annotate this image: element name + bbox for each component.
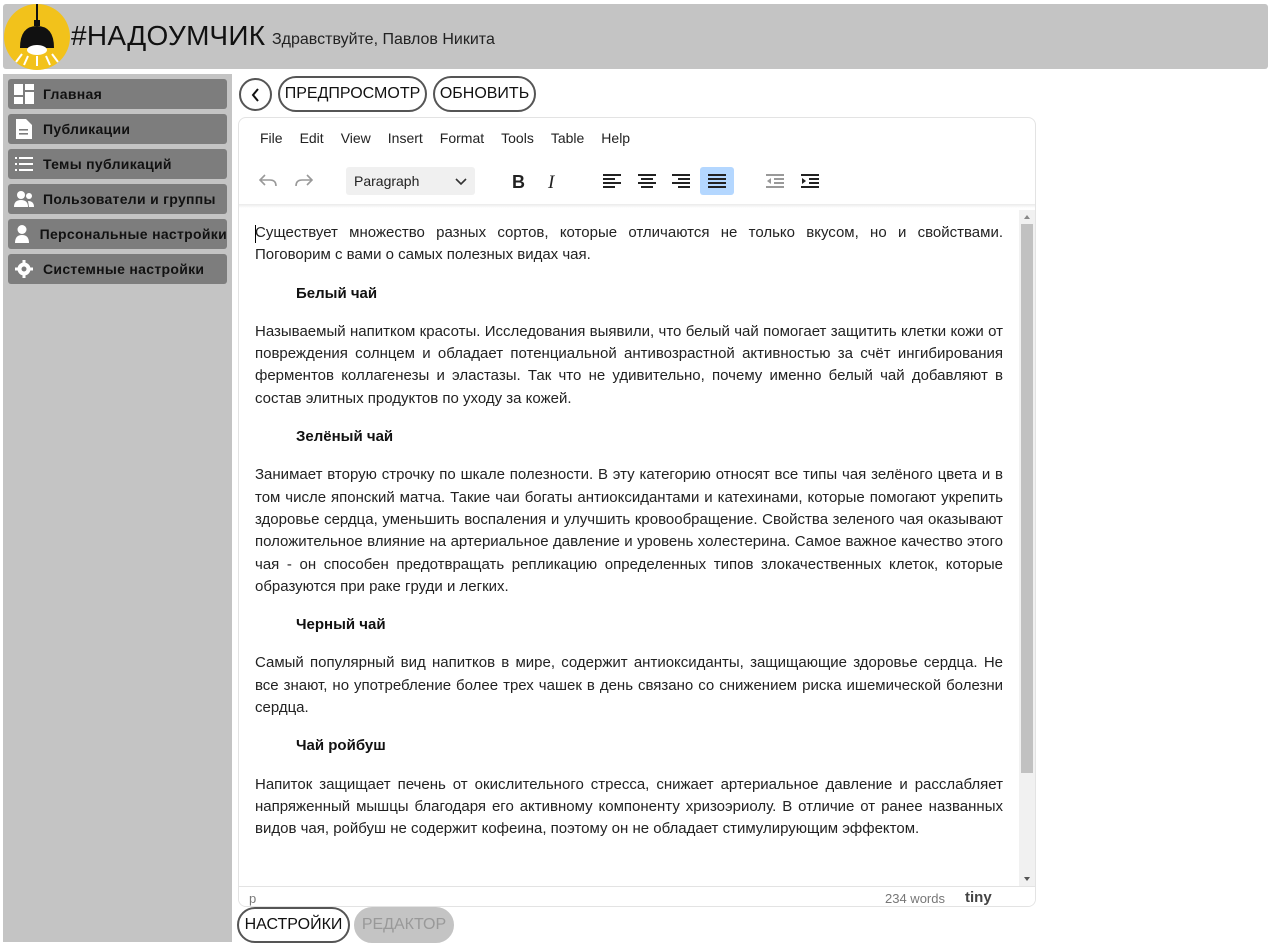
section-paragraph: Занимает вторую строчку по шкале полезности. В эту категорию относят все типы чая зелёного цвета и в том числе японский матча. Такие чаи богаты антиоксидантами и катехинами, которые помогают укрепить здоровье сердца, уменьшить воспаления и улучшить кровообращение. Свойства зеленого чая оказывают положительное влияние на артериальное давление и уровень холестерина. Самое важное качество этого чая - он способен предотвращать репликацию определенных типов злокачественных клеток, которые образуются при раке груди и легких. <box>255 466 1003 595</box>
gear-icon <box>13 258 35 280</box>
section-heading: Зелёный чай <box>296 428 394 446</box>
section-paragraph: Самый популярный вид напитков в мире, содержит антиоксиданты, защищающие здоровье сердца. Не все знают, но употребление более трех чашек в день связано со снижением риска ишемической болезни сердца. <box>255 654 1003 717</box>
bold-icon <box>511 173 525 189</box>
align-right-button[interactable] <box>664 167 698 195</box>
menu-view[interactable]: View <box>340 130 371 146</box>
word-count[interactable]: 234 words <box>885 891 945 906</box>
sidebar-item-label: Системные настройки <box>43 261 205 277</box>
rich-text-editor <box>238 117 1036 907</box>
section-heading: Белый чай <box>296 284 378 302</box>
italic-button[interactable] <box>536 167 570 195</box>
menu-insert[interactable]: Insert <box>387 130 423 146</box>
intro-paragraph: Существует множество разных сортов, которые отличаются не только вкусом, но и свойствами. Поговорим с вами о самых полезных видах чая. <box>255 224 1003 264</box>
lamp-logo <box>4 4 70 70</box>
scroll-down-icon <box>1019 874 1035 884</box>
outdent-button[interactable] <box>758 167 792 195</box>
undo-button[interactable] <box>251 167 285 195</box>
sidebar-item-label: Персональные настройки <box>39 226 227 242</box>
menu-format[interactable]: Format <box>439 130 485 146</box>
preview-button[interactable]: ПРЕДПРОСМОТР <box>278 76 427 112</box>
editor-statusbar <box>239 886 1035 907</box>
align-justify-button[interactable] <box>700 167 734 195</box>
sidebar-item-label: Главная <box>43 86 103 102</box>
sidebar-item-label: Пользователи и группы <box>43 191 216 207</box>
users-icon <box>13 188 35 210</box>
redo-icon <box>295 174 313 188</box>
document-icon <box>13 118 35 140</box>
outdent-icon <box>766 174 784 188</box>
tiny-logo[interactable]: tiny <box>965 889 992 906</box>
section-paragraph: Напиток защищает печень от окислительного стресса, снижает артериальное давление и расслабляет напряженный мышцы благодаря его активному компоненту хризоэриолу. В отличие от ранее названных видов чая, ройбуш не содержит кофеина, поэтому он не обладает стимулирующим эффектом. <box>255 775 1003 838</box>
menu-tools[interactable]: Tools <box>501 130 534 146</box>
sidebar-item-topics[interactable] <box>8 149 227 179</box>
app-header <box>3 4 1268 69</box>
scroll-up-icon <box>1019 212 1035 222</box>
chevron-left-icon <box>250 88 262 102</box>
scrollbar-thumb[interactable] <box>1021 224 1033 773</box>
indent-icon <box>801 174 819 188</box>
user-greeting: Здравствуйте, Павлов Никита <box>272 31 495 48</box>
dashboard-icon <box>13 83 35 105</box>
editor-menubar <box>239 130 631 154</box>
sidebar-item-publications[interactable] <box>8 114 227 144</box>
chevron-down-icon <box>455 175 467 187</box>
sidebar-item-home[interactable] <box>8 79 227 109</box>
editor-button[interactable]: РЕДАКТОР <box>354 907 454 943</box>
section-heading: Чай ройбуш <box>296 737 386 755</box>
align-center-button[interactable] <box>630 167 664 195</box>
align-center-icon <box>638 174 656 188</box>
editor-content[interactable] <box>255 222 1003 857</box>
bold-button[interactable] <box>501 167 535 195</box>
indent-button[interactable] <box>793 167 827 195</box>
align-justify-icon <box>708 174 726 188</box>
redo-button[interactable] <box>287 167 321 195</box>
menu-edit[interactable]: Edit <box>299 130 324 146</box>
undo-icon <box>259 174 277 188</box>
sidebar-item-label: Публикации <box>43 121 131 137</box>
menu-help[interactable]: Help <box>601 130 631 146</box>
back-button[interactable] <box>239 78 272 111</box>
update-button[interactable]: ОБНОВИТЬ <box>433 76 536 112</box>
align-left-button[interactable] <box>595 167 629 195</box>
menu-file[interactable]: File <box>260 130 283 146</box>
menu-table[interactable]: Table <box>550 130 585 146</box>
sidebar-item-system-settings[interactable] <box>8 254 227 284</box>
block-format-select[interactable] <box>346 167 475 195</box>
section-heading: Черный чай <box>296 616 386 634</box>
section-paragraph: Называемый напитком красоты. Исследования выявили, что белый чай помогает защитить клетки кожи от повреждения солнцем и обладает потенциальной антивозрастной активностью за счёт ингибирования ферментов коллагенезы и эластазы. Так что не удивительно, почему именно белый чай добавляют в состав элитных продуктов по уходу за кожей. <box>255 322 1003 407</box>
sidebar-item-users[interactable] <box>8 184 227 214</box>
toolbar-divider <box>239 204 1035 208</box>
italic-icon <box>546 173 560 189</box>
list-icon <box>13 153 35 175</box>
align-left-icon <box>603 174 621 188</box>
element-path[interactable]: p <box>249 891 257 906</box>
brand-title: #НАДОУМЧИК <box>71 20 266 51</box>
svg-text:I: I <box>548 173 555 189</box>
block-format-value: Paragraph <box>354 173 420 189</box>
person-icon <box>13 223 32 245</box>
sidebar <box>3 74 232 942</box>
svg-text:B: B <box>512 173 525 189</box>
editor-toolbar <box>239 166 1035 198</box>
sidebar-item-label: Темы публикаций <box>43 156 172 172</box>
align-right-icon <box>672 174 690 188</box>
sidebar-item-personal-settings[interactable] <box>8 219 227 249</box>
settings-button[interactable]: НАСТРОЙКИ <box>237 907 350 943</box>
